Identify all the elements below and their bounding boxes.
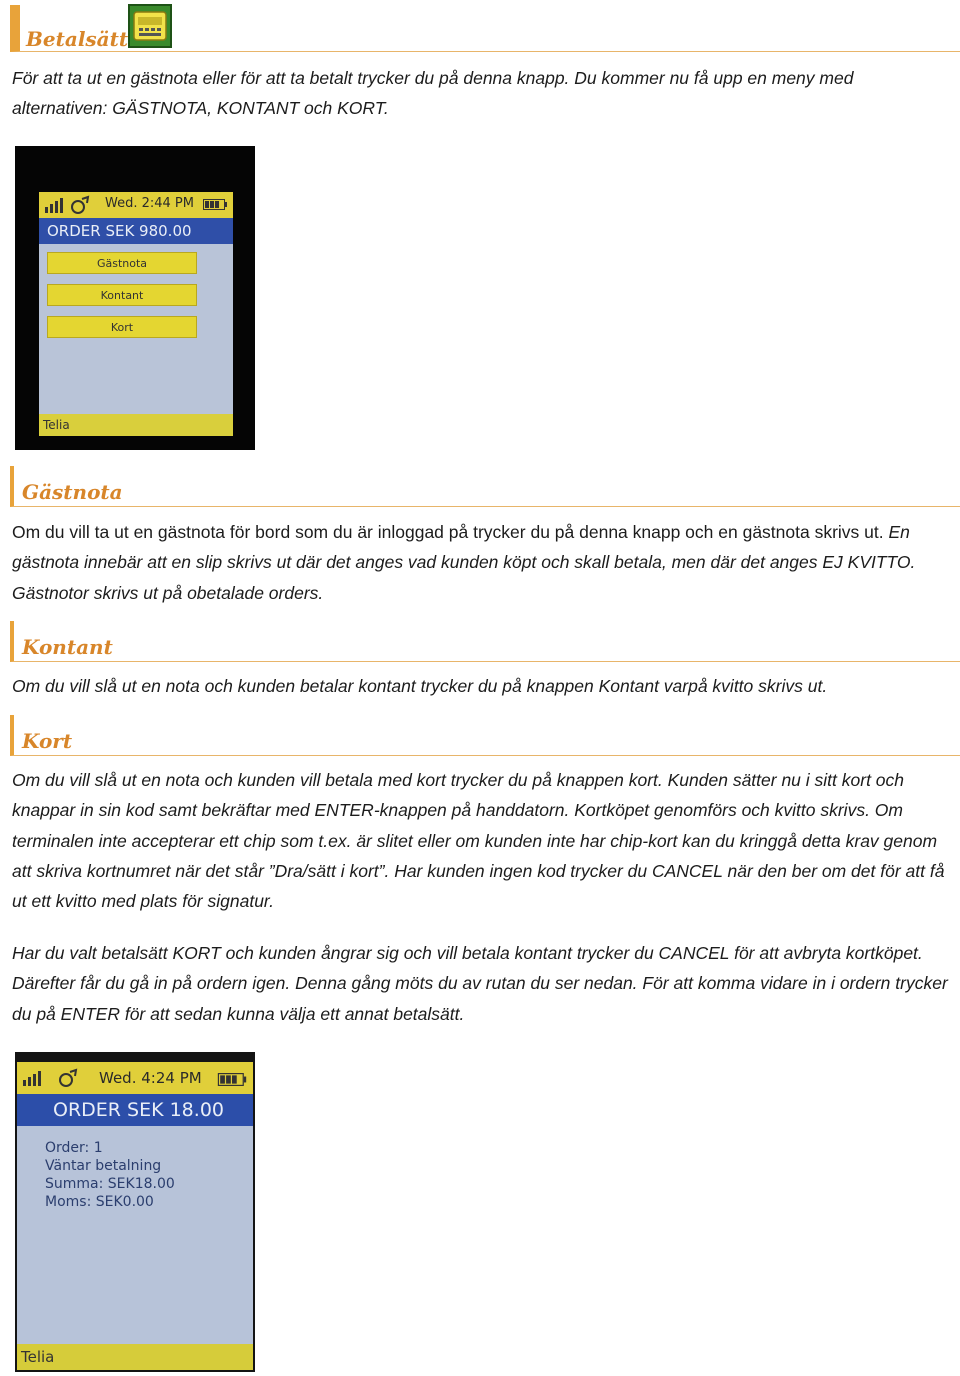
gastnota-paragraph — [12, 517, 952, 608]
menu-button-gastnota[interactable]: Gästnota — [47, 252, 197, 274]
menu-button-kontant[interactable]: Kontant — [47, 284, 197, 306]
battery-icon — [217, 1073, 247, 1086]
signal-icon — [43, 195, 67, 215]
kort-paragraph-1: Om du vill slå ut en nota och kunden vill betala med kort trycker du på knappen kort. Kunden sätter nu i sitt kort och knappar in sin kod samt bekräftar med ENTER-knappen på handdatorn. Kortköpet genomförs och kvitto skrivs. Om terminalen inte accepterar ett chip som t.ex. är slitet eller om kunden inte har chip-kort kan du kringgå detta krav genom att skriva kortnumret när det står ”Dra/sätt i kort”. Har kunden ingen kod trycker du CANCEL när den ber om det för att få ut ett kvitto med plats för signatur. — [12, 770, 945, 912]
betalsatt-paragraph: För att ta ut en gästnota eller för att ta betalt trycker du på denna knapp. Du kommer nu få upp en meny med alternativen: GÄSTNOTA, KONTANT och KORT. — [12, 68, 854, 119]
battery-icon — [203, 199, 227, 210]
order-info-line: Summa: SEK18.00 — [45, 1176, 175, 1192]
heading-text: Kort — [22, 729, 73, 753]
section-heading-kort — [10, 715, 960, 756]
gastnota-text-normal: Om du vill ta ut en gästnota för bord som du är inloggad på trycker du på denna knapp och en gästnota skrivs ut. — [12, 522, 884, 542]
phone-screenshot-menu — [15, 146, 255, 450]
status-time: Wed. 2:44 PM — [105, 196, 194, 211]
section-heading-gastnota — [10, 466, 960, 507]
section-heading-kontant — [10, 621, 960, 662]
heading-text: Kontant — [22, 635, 113, 659]
order-title-bar: ORDER SEK 980.00 — [39, 218, 233, 244]
menu-button-kort[interactable]: Kort — [47, 316, 197, 338]
kontant-paragraph: Om du vill slå ut en nota och kunden betalar kontant trycker du på knappen Kontant varpå kvitto skrivs ut. — [12, 676, 828, 696]
phone-screenshot-order — [15, 1052, 255, 1372]
status-time: Wed. 4:24 PM — [99, 1069, 202, 1087]
gastnota-text-italic: En gästnota innebär att en slip skrivs ut där det anges vad kunden köpt och skall betala, men där det anges EJ KVITTO. Gästnotor skrivs ut på obetalade orders. — [12, 522, 916, 603]
phone-screen — [39, 192, 233, 436]
order-info-line: Order: 1 — [45, 1140, 103, 1156]
payment-terminal-icon — [128, 4, 172, 48]
gprs-icon — [57, 1068, 83, 1088]
carrier-bar: Telia — [39, 414, 233, 436]
kort-paragraph-2: Har du valt betalsätt KORT och kunden ångrar sig och vill betala kontant trycker du CANCEL för att avbryta kortköpet. Därefter får du gå in på ordern igen. Denna gång möts du av rutan du ser nedan. För att komma vidare in i ordern trycker du på ENTER för att sedan kunna välja ett annat betalsätt. — [12, 943, 948, 1024]
order-title-bar: ORDER SEK 18.00 — [17, 1094, 253, 1126]
carrier-bar: Telia — [17, 1344, 253, 1370]
signal-icon — [21, 1068, 45, 1088]
heading-text: Gästnota — [22, 480, 123, 504]
heading-text: Betalsätt — [26, 27, 129, 51]
order-info-line: Väntar betalning — [45, 1158, 162, 1174]
gprs-icon — [69, 195, 95, 215]
phone-screen — [17, 1062, 253, 1370]
order-info-line: Moms: SEK0.00 — [45, 1194, 154, 1210]
phone-status-bar — [39, 192, 233, 218]
phone-status-bar — [17, 1062, 253, 1094]
